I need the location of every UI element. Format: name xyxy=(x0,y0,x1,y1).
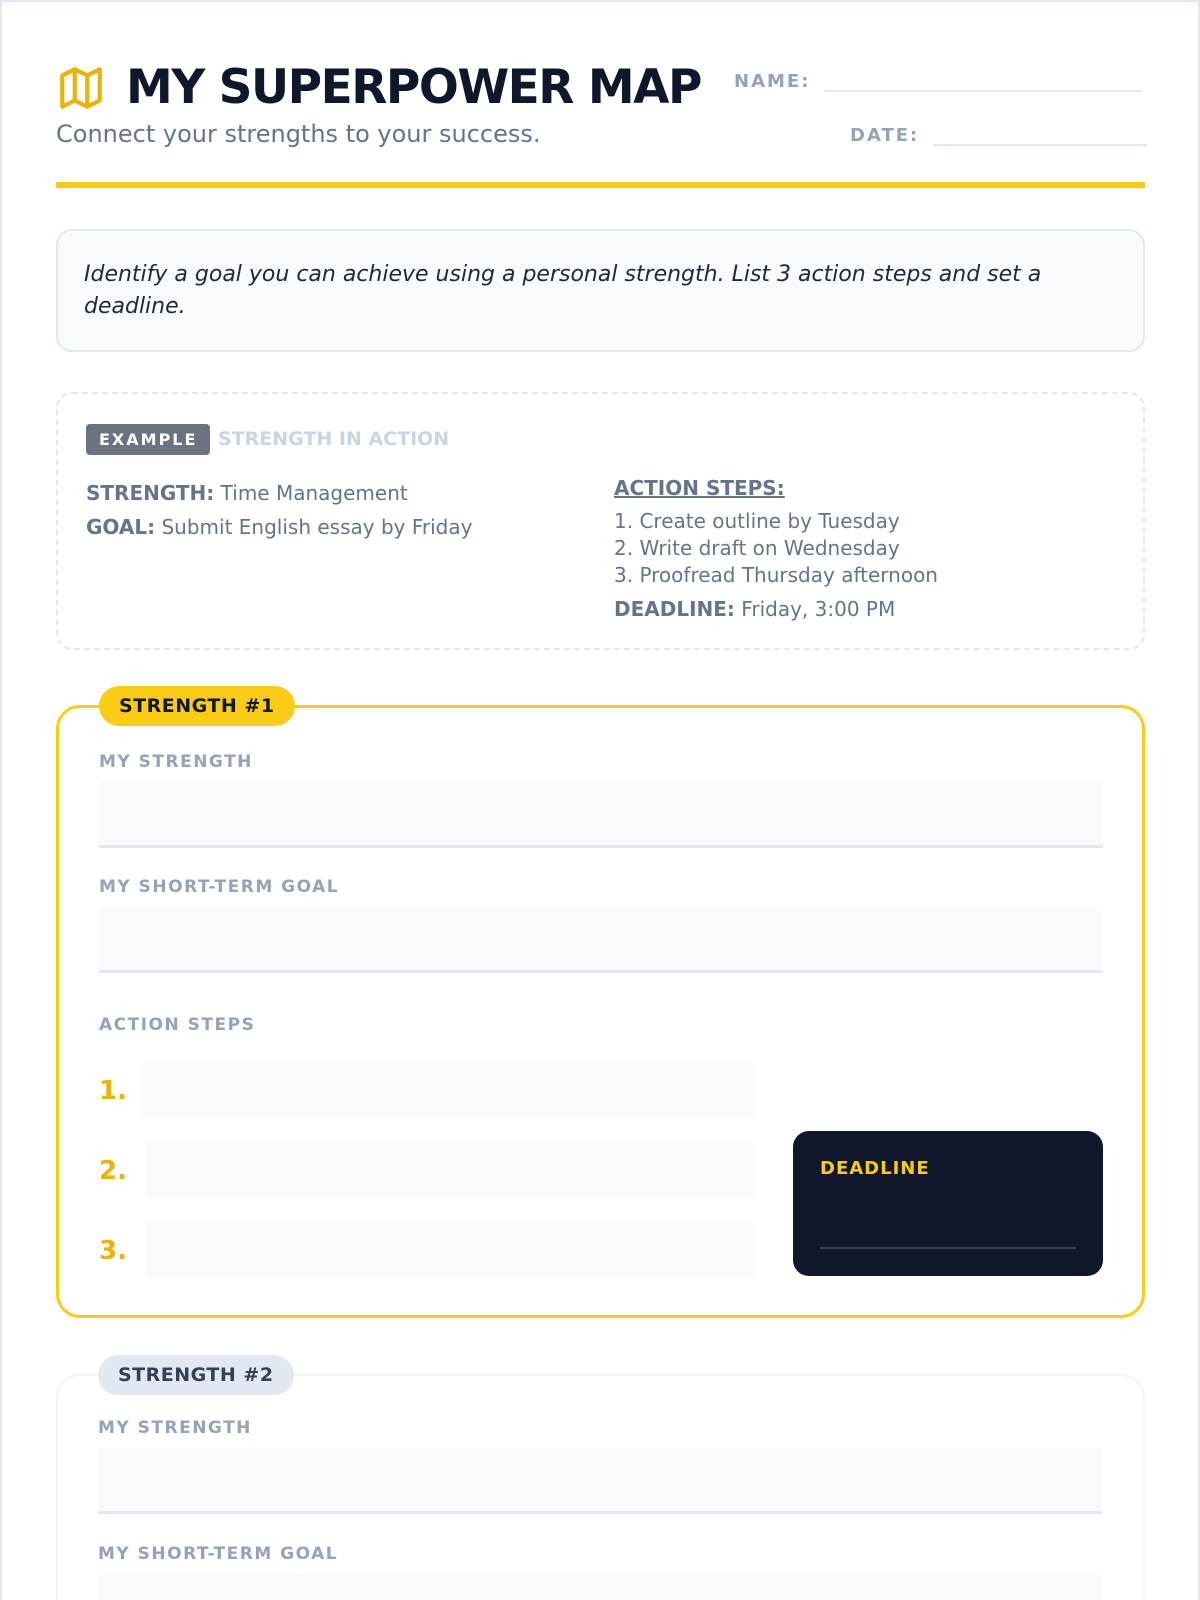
my-strength-input[interactable] xyxy=(99,782,1103,848)
strength-card-2 xyxy=(56,1364,1145,1600)
short-term-goal-input[interactable] xyxy=(98,1574,1102,1600)
action-steps-label: ACTION STEPS xyxy=(99,1015,256,1035)
step-number-2: 2. xyxy=(99,1156,127,1186)
example-steps-label: ACTION STEPS: xyxy=(614,476,785,500)
strength-card-1 xyxy=(56,695,1145,1318)
short-term-goal-label: MY SHORT-TERM GOAL xyxy=(99,877,340,897)
my-strength-label: MY STRENGTH xyxy=(98,1418,252,1438)
example-strength-label: STRENGTH: xyxy=(86,481,215,505)
example-heading: STRENGTH IN ACTION xyxy=(218,428,450,450)
header-divider xyxy=(56,182,1145,188)
strength-card-1-pill: STRENGTH #1 xyxy=(99,686,295,726)
step-number-3: 3. xyxy=(99,1236,127,1266)
example-deadline-value: Friday, 3:00 PM xyxy=(741,597,896,621)
example-panel xyxy=(56,392,1145,650)
example-deadline-label: DEADLINE: xyxy=(614,597,735,621)
action-step-3-input[interactable] xyxy=(146,1223,755,1277)
short-term-goal-input[interactable] xyxy=(99,907,1103,973)
example-deadline xyxy=(614,597,938,621)
short-term-goal-label: MY SHORT-TERM GOAL xyxy=(98,1544,339,1564)
page-subtitle: Connect your strengths to your success. xyxy=(56,120,541,148)
date-field-row xyxy=(850,120,1147,146)
example-step: 1. Create outline by Tuesday xyxy=(614,509,900,533)
action-step-1-input[interactable] xyxy=(141,1063,755,1117)
step-number-1: 1. xyxy=(99,1076,127,1106)
name-field-row xyxy=(734,66,1142,92)
example-strength-value: Time Management xyxy=(220,481,408,505)
example-left-column xyxy=(86,476,472,544)
example-strength xyxy=(86,476,472,510)
example-goal-label: GOAL: xyxy=(86,515,156,539)
my-strength-input[interactable] xyxy=(98,1448,1102,1514)
title-row xyxy=(56,60,701,115)
strength-card-2-pill: STRENGTH #2 xyxy=(98,1355,294,1395)
deadline-line xyxy=(820,1247,1076,1249)
example-goal xyxy=(86,510,472,544)
example-step: 2. Write draft on Wednesday xyxy=(614,536,900,560)
map-icon xyxy=(56,63,106,113)
my-strength-label: MY STRENGTH xyxy=(99,752,253,772)
name-label: NAME: xyxy=(734,71,811,92)
name-field[interactable] xyxy=(824,66,1142,92)
date-label: DATE: xyxy=(850,125,920,146)
example-goal-value: Submit English essay by Friday xyxy=(161,515,473,539)
example-step: 3. Proofread Thursday afternoon xyxy=(614,563,938,587)
date-field[interactable] xyxy=(933,120,1147,146)
example-right-column xyxy=(614,476,938,621)
example-badge: EXAMPLE xyxy=(86,424,210,455)
action-step-2-input[interactable] xyxy=(146,1143,755,1197)
deadline-label: DEADLINE xyxy=(820,1158,930,1179)
deadline-box[interactable] xyxy=(793,1131,1103,1276)
instructions-box: Identify a goal you can achieve using a personal strength. List 3 action steps and set a deadline. xyxy=(56,229,1145,352)
page-title: MY SUPERPOWER MAP xyxy=(126,60,701,115)
